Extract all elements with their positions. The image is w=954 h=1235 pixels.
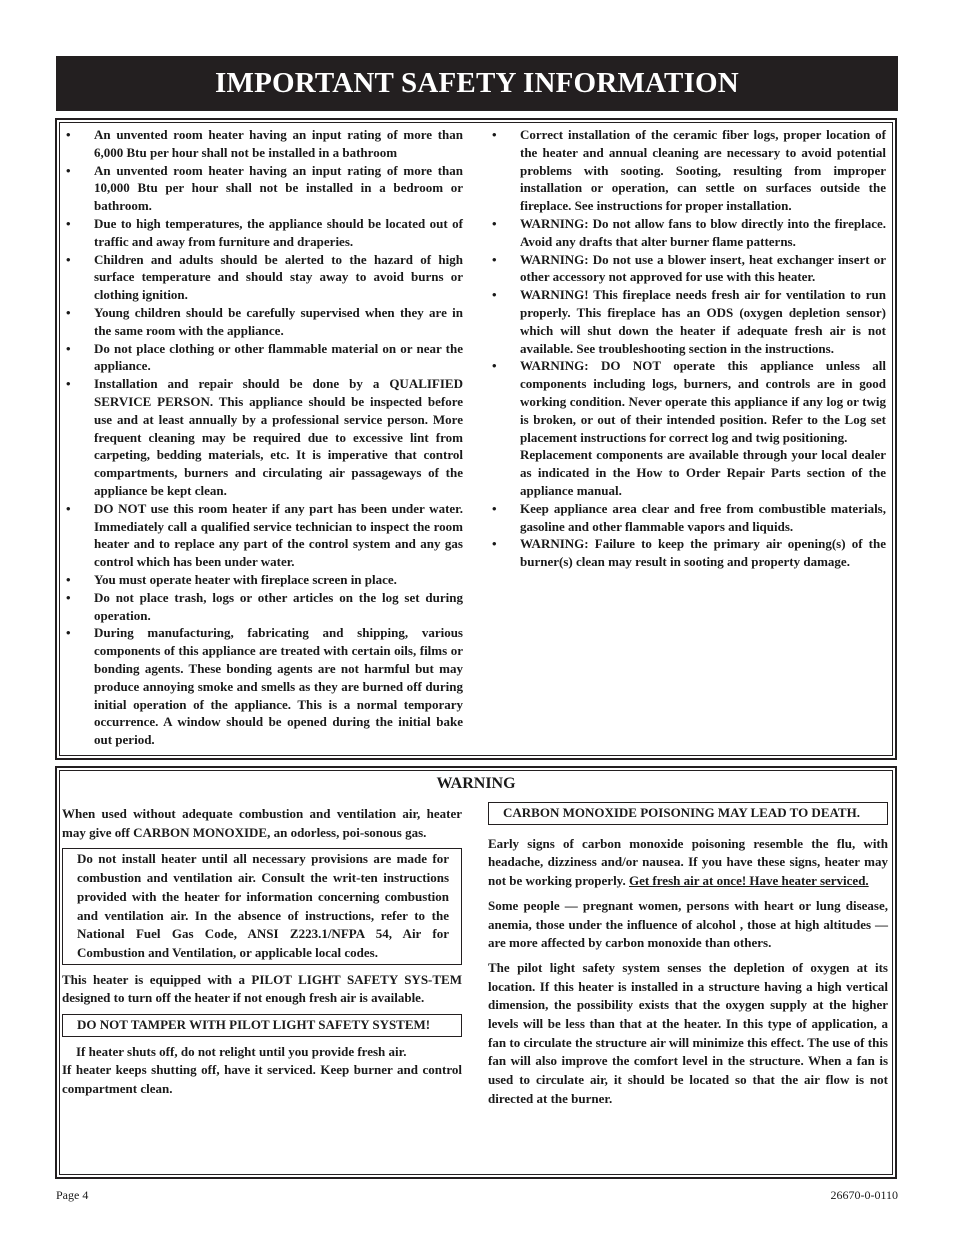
warning-intro: When used without adequate combustion and ventilation air, heater may give off CARBON MONOXIDE, an odorless, poi-sonous gas. [62,806,462,840]
page-title-banner [56,56,898,111]
ventilation-notice-box: Do not install heater until all necessary provisions are made for combustion and ventilation air. Consult the writ-ten instructions provided with the heater for information concerning combustion and ventilation air. In the absence of instructions, refer to the National Fuel Gas Code, ANSI Z223.1/NFPA 54, Air for Combustion and Ventilation, or applicable local codes. [62,848,462,964]
bullet-icon: • [66,162,71,178]
list-item: • Children and adults should be alerted to the hazard of high surface temperature and should stay away to avoid burns or clothing ignition. [66,251,463,303]
bullet-icon: • [66,500,71,516]
list-item: • Due to high temperatures, the appliance should be located out of traffic and away from furniture and draperies. [66,215,463,249]
bullet-icon: • [492,215,497,231]
list-item: • WARNING: DO NOT operate this appliance unless all components including logs, burners, and controls are in good working condition. Never operate this appliance if any log or twig is broken, or out of their intended position. Refer to the Log set placement instructions for correct log and twig positioning. [492,358,886,445]
warning-box [55,766,897,1179]
warning-title: WARNING [436,775,516,792]
warning-column-right [488,802,888,1115]
list-item: • WARNING! This fireplace needs fresh air for ventilation to run properly. This fireplace has an ODS (oxygen depletion sensor) which will shut down the heater if adequate fresh air is not available. See troubleshooting section in the instructions. [492,287,886,356]
bullet-icon: • [66,340,71,356]
warning-column-left [62,805,462,1105]
document-number: 26670-0-0110 [830,1188,898,1202]
bullet-icon: • [492,127,497,142]
tamper-warning-box: DO NOT TAMPER WITH PILOT LIGHT SAFETY SYSTEM! [62,1014,462,1037]
service-paragraph: If heater keeps shutting off, have it serviced. Keep burner and control compartment clean. [62,1062,462,1097]
list-item: • Correct installation of the ceramic fiber logs, proper location of the heater and annual cleaning are necessary to avoid potential problems with sooting. Sooting, resulting from improper installation or operation, can settle on surfaces outside the fireplace. See instructions for proper installation. [492,127,886,214]
bullet-icon: • [492,358,497,374]
bullet-icon: • [66,251,71,267]
bullet-icon: • [66,589,71,605]
list-item: • DO NOT use this room heater if any part has been under water. Immediately call a qualified service technician to inspect the room heater and to replace any part of the control system and any gas control which has been under water. [66,500,463,570]
list-item: • Do not place clothing or other flammable material on or near the appliance. [66,340,463,374]
co-symptoms-paragraph: Early signs of carbon monoxide poisoning resemble the flu, with headache, dizziness and/or nausea. If you have these signs, heater may not be working properly. Get fresh air at once! Have heater serviced. [488,835,888,889]
bullet-icon: • [66,376,71,392]
list-item: • WARNING: Failure to keep the primary air opening(s) of the burner(s) clean may result in sooting and property damage. [492,536,886,570]
list-item: • Do not place trash, logs or other articles on the log set during operation. [66,589,463,623]
relight-paragraph: If heater shuts off, do not relight until you provide fresh air. [76,1043,407,1059]
bullet-icon: • [492,251,497,267]
oxygen-depletion-paragraph: The pilot light safety system senses the depletion of oxygen at its location. If this heater is installed in a structure having a high vertical dimension, the possibility exists that the oxygen supply at the higher levels will be less than that at the heater. In this type of application, a fan to circulate the structure air will minimize this effect. The use of this fan will also improve the comfort level in the structure. When a fan is used to circulate air, it should be located so that the air flow is not directed at the burner. [488,959,888,1106]
list-item: • An unvented room heater having an input rating of more than 6,000 Btu per hour shall not be installed in a bathroom [66,127,463,160]
fresh-air-emphasis: Get fresh air at once! Have heater serviced. [628,873,869,889]
list-item-continuation: Replacement components are available through your local dealer as indicated in the How to Order Repair Parts section of the appliance manual. [520,447,886,498]
bullet-icon: • [66,215,71,231]
list-item: • Young children should be carefully supervised when they are in the same room with the appliance. [66,304,463,338]
list-item: • WARNING: Do not use a blower insert, heat exchanger insert or other accessory not approved for use with this heater. [492,251,886,285]
list-item: • During manufacturing, fabricating and shipping, various components of this appliance are treated with certain oils, films or bonding agents. These bonding agents are not harmful but may produce annoying smoke and smells as they are burned off during initial operation of the appliance. This is a normal temporary occurrence. A window should be opened during the initial bake out period. [66,625,463,748]
list-item: • Keep appliance area clear and free from combustible materials, gasoline and other flammable vapors and liquids. [492,500,886,534]
page-number: Page 4 [56,1188,89,1202]
safety-column-left [63,126,463,749]
safety-column-right [489,126,886,571]
page-title: IMPORTANT SAFETY INFORMATION [215,67,739,99]
bullet-icon: • [492,500,497,516]
list-item: • WARNING: Do not allow fans to blow directly into the fireplace. Avoid any drafts that alter burner flame patterns. [492,215,886,249]
co-poisoning-box: CARBON MONOXIDE POISONING MAY LEAD TO DEATH. [488,802,888,825]
pilot-system-paragraph: This heater is equipped with a PILOT LIGHT SAFETY SYS-TEM designed to turn off the heater if not enough fresh air is available. [62,971,462,1006]
bullet-icon: • [66,571,71,587]
bullet-icon: • [66,625,71,641]
bullet-icon: • [66,304,71,320]
list-item: • You must operate heater with fireplace screen in place. [66,571,397,587]
bullet-icon: • [492,287,497,303]
list-item: • Installation and repair should be done by a QUALIFIED SERVICE PERSON. This appliance should be inspected before use and at least annually by a professional service person. More frequent cleaning may be required due to excessive lint from carpeting, bedding materials, etc. It is imperative that control compartments, burners and circulating air passageways of the appliance be kept clean. [66,376,463,498]
list-item: • An unvented room heater having an input rating of more than 10,000 Btu per hour shall not be installed in a bedroom or bathroom. [66,162,463,214]
safety-info-box [55,118,897,760]
bullet-icon: • [66,127,71,142]
at-risk-paragraph: Some people — pregnant women, persons with heart or lung disease, anemia, those under the influence of alcohol , those at high altitudes — are more affected by carbon monoxide than others. [488,897,888,951]
bullet-icon: • [492,536,497,552]
